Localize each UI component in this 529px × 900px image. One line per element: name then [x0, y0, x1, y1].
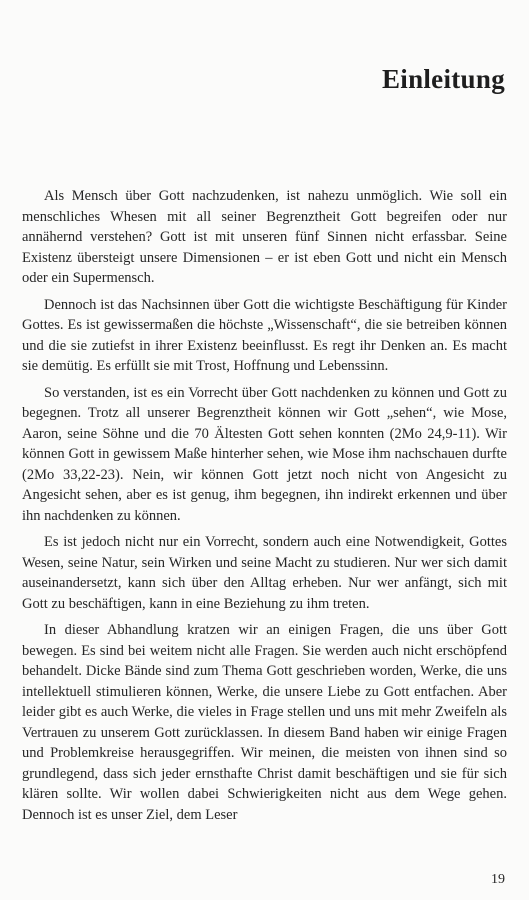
paragraph: Dennoch ist das Nachsinnen über Gott die wichtigste Beschäftigung für Kinder Gottes. Es ist gewissermaßen die höchste „Wissenschaft“, die sie betreiben können und die sie zutiefst in ihrer Existenz beeinflusst. Es regt ihr Denken an. Es macht sie demütig. Es erfüllt sie mit Trost, Hoffnung und Lebenssinn.	[22, 296, 507, 374]
page-number: 19	[491, 872, 505, 887]
paragraph: Als Mensch über Gott nachzudenken, ist nahezu unmöglich. Wie soll ein menschliches Whesen mit all seiner Begrenztheit Gott begreifen oder nur annähernd verstehen? Gott ist mit unseren fünf Sinnen nicht erfassbar. Seine Existenz übersteigt unsere Dimensionen – er ist eben Gott und nicht ein Mensch oder ein Supermensch.	[22, 188, 507, 286]
paragraph: In dieser Abhandlung kratzen wir an einigen Fragen, die uns über Gott bewegen. Es sind bei weitem nicht alle Fragen. Sie werden auch nicht erschöpfend behandelt. Dicke Bände sind zum Thema Gott geschrieben worden, Werke, die uns intellektuell stimulieren können, Werke, die unsere Liebe zu Gott entfachen. Aber leider gibt es auch Werke, die vieles in Frage stellen und uns mit mehr Zweifeln als Vertrauen zu unserem Gott zurücklassen. In diesem Band haben wir einige Fragen und Problemkreise herausgegriffen. Wir meinen, die meisten von ihnen sind so grundlegend, dass sich jeder ernsthafte Christ damit beschäftigen und sie für sich klären sollte. Wir wollen dabei Schwierigkeiten nicht aus dem Wege gehen. Dennoch ist es unser Ziel, dem Leser	[22, 622, 507, 823]
paragraph: So verstanden, ist es ein Vorrecht über Gott nachdenken zu können und Gott zu begegnen. Trotz all unserer Begrenztheit können wir Gott „sehen“, wie Mose, Aaron, seine Söhne und die 70 Ältesten Gott sehen konnten (2Mo 24,9-11). Wir können Gott in gewissem Maße hinterher sehen, wie Mose ihm nachschauen durfte (2Mo 33,22-23). Nein, wir können Gott jetzt noch nicht von Angesicht zu Angesicht sehen, aber es ist genug, ihm begegnen, ihn indirekt erkennen und über ihn nachdenken zu können.	[22, 384, 507, 524]
paragraph: Es ist jedoch nicht nur ein Vorrecht, sondern auch eine Notwendigkeit, Gottes Wesen, seine Natur, sein Wirken und seine Macht zu studieren. Nur wer sich damit auseinandersetzt, kann sich über den Alltag erheben. Nur wer anfängt, sich mit Gott zu beschäftigen, kann in eine Beziehung zu ihm treten.	[22, 534, 507, 612]
chapter-title: Einleitung	[381, 64, 505, 94]
body-text	[22, 186, 507, 831]
